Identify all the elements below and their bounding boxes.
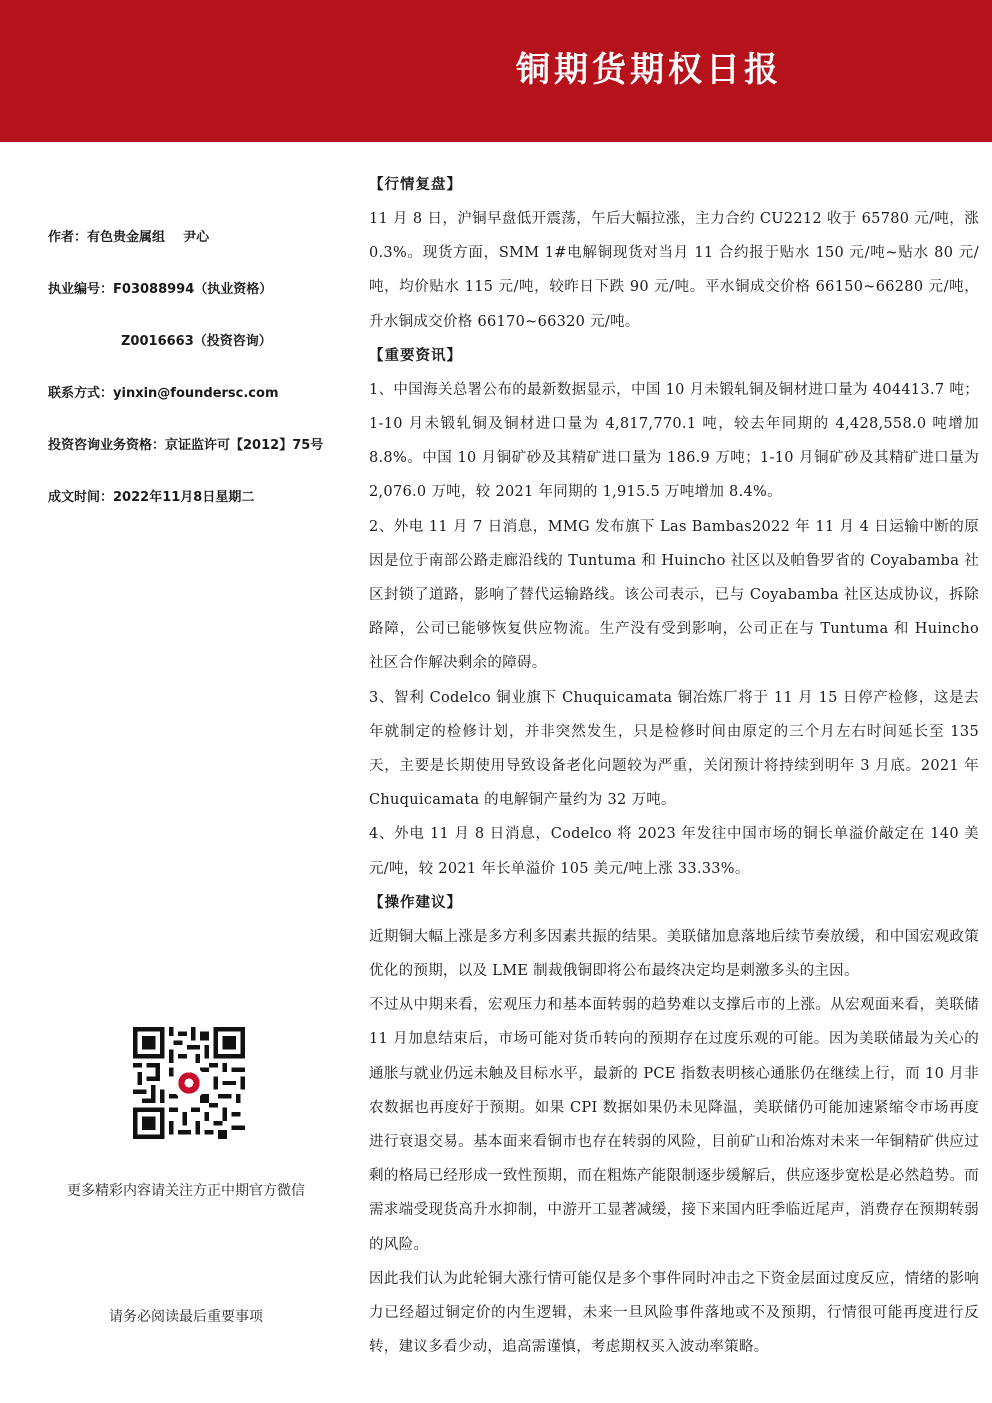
paragraph-advice-2: 不过从中期来看，宏观压力和基本面转弱的趋势难以支撑后市的上涨。从宏观面来看，美联储 11 月加息结束后，市场可能对货币转向的预期存在过度乐观的可能。因为美联储最为关心的通胀与就业仍远未触及目标水平，最新的 PCE 指数表明核心通胀仍在继续上行，而 10 月非农数据也再度好于预期。如果 CPI 数据如果仍未见降温，美联储仍可能加速紧缩令市场再度进行衰退交易。基本面来看铜市也存在转弱的风险，目前矿山和冶炼对未来一年铜精矿供应过剩的格局已经形成一致性预期，而在粗炼产能限制逐步缓解后，供应逐步宽松是必然趋势。而需求端受现货高升水抑制，中游开工显著减缓，接下来国内旺季临近尾声，消费存在预期转弱的风险。 <box>369 997 979 1253</box>
paragraph-news-1: 1、中国海关总署公布的最新数据显示，中国 10 月未锻轧铜及铜材进口量为 404413.7 吨；1-10 月未锻轧铜及铜材进口量为 4,817,770.1 吨，较去年同期的 4,428,558.0 吨增加 8.8%。中国 10 月铜矿砂及其精矿进口量为 186.9 万吨；1-10 月铜矿砂及其精矿进口量为 2,076.0 万吨，较 2021 年同期的 1,915.5 万吨增加 8.4%。 <box>369 381 979 501</box>
qualification-label: 投资咨询业务资格： <box>48 438 166 453</box>
author-value: 有色贵金属组 尹心 <box>87 230 210 245</box>
license-value-1: F03088994（执业资格） <box>113 282 273 297</box>
report-header-banner <box>0 0 992 142</box>
paragraph-review: 11 月 8 日，沪铜早盘低开震荡，午后大幅拉涨，主力合约 CU2212 收于 65780 元/吨，涨 0.3%。现货方面，SMM 1#电解铜现货对当月 11 合约报于贴水 150 元/吨~贴水 80 元/吨，均价贴水 115 元/吨，较昨日下跌 90 元/吨。平水铜成交价格 66150~66280 元/吨，升水铜成交价格 66170~66320 元/吨。 <box>369 211 979 330</box>
paragraph-news-2: 2、外电 11 月 7 日消息，MMG 发布旗下 Las Bambas2022 年 11 月 4 日运输中断的原因是位于南部公路走廊沿线的 Tuntuma 和 Huincho 社区以及帕鲁罗省的 Coyabamba 社区封锁了道路，影响了替代运输路线。该公司表示，已与 Coyabamba 社区达成协议，拆除路障，公司已能够恢复供应物流。生产没有受到影响，公司正在与 Tuntuma 和 Huincho 社区合作解决剩余的障碍。 <box>369 518 979 672</box>
section-heading-advice: 【操作建议】 <box>369 893 462 911</box>
contact-line <box>48 382 279 401</box>
paragraph-news-4: 4、外电 11 月 8 日消息，Codelco 将 2023 年发往中国市场的铜长单溢价敲定在 140 美元/吨，较 2021 年长单溢价 105 美元/吨上涨 33.33%。 <box>369 826 979 877</box>
disclaimer-note: 请务必阅读最后重要事项 <box>109 1309 263 1325</box>
author-line <box>48 226 209 245</box>
qualification-line <box>48 434 323 453</box>
paragraph-news-3: 3、智利 Codelco 铜业旗下 Chuquicamata 铜冶炼厂将于 11 月 15 日停产检修，这是去年就制定的检修计划，并非突然发生，只是检修时间由原定的三个月左右时间延长至 135 天，主要是长期使用导致设备老化问题较为严重，关闭预计将持续到明年 3 月底。2021 年 Chuquicamata 的电解铜产量约为 32 万吨。 <box>369 689 979 809</box>
contact-label: 联系方式： <box>48 386 114 401</box>
license-value-2: Z0016663（投资咨询） <box>121 334 272 349</box>
report-body <box>369 168 979 1365</box>
paragraph-advice-3: 因此我们认为此轮铜大涨行情可能仅是多个事件同时冲击之下资金层面过度反应，情绪的影响力已经超过铜定价的内生逻辑，未来一旦风险事件落地或不及预期，行情很可能再度进行反转，建议多看少动，追高需谨慎，考虑期权买入波动率策略。 <box>369 1270 979 1356</box>
wechat-qr-code[interactable] <box>133 1027 245 1139</box>
date-label: 成文时间： <box>48 490 114 505</box>
license-line <box>48 278 272 297</box>
report-title: 铜期货期权日报 <box>516 50 782 90</box>
section-heading-news: 【重要资讯】 <box>369 346 462 364</box>
license-line-2 <box>121 330 272 349</box>
qualification-value: 京证监许可【2012】75号 <box>165 438 324 453</box>
qr-caption: 更多精彩内容请关注方正中期官方微信 <box>67 1183 305 1199</box>
contact-value: yinxin@foundersc.com <box>113 386 279 401</box>
qr-code-icon <box>133 1027 245 1139</box>
section-heading-review: 【行情复盘】 <box>369 176 462 193</box>
author-label: 作者： <box>48 230 88 245</box>
paragraph-advice-1: 近期铜大幅上涨是多方利多因素共振的结果。美联储加息落地后续节奏放缓，和中国宏观政策优化的预期，以及 LME 制裁俄铜即将公布最终决定均是刺激多头的主因。 <box>369 928 979 980</box>
date-line <box>48 486 254 505</box>
license-label: 执业编号： <box>48 282 114 297</box>
date-value: 2022年11月8日星期二 <box>113 490 255 505</box>
